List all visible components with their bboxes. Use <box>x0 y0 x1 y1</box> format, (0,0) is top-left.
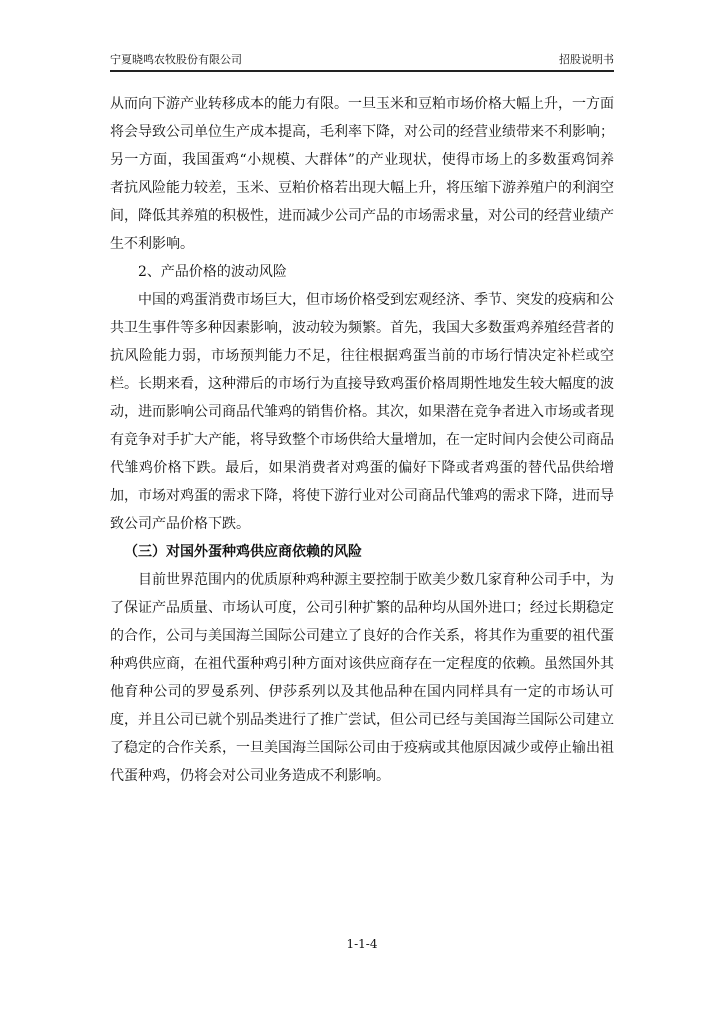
paragraph-supplier-dependency: 目前世界范围内的优质原种鸡种源主要控制于欧美少数几家育种公司手中，为了保证产品质量、市场认可度，公司引种扩繁的品种均从国外进口；经过长期稳定的合作，公司与美国海兰国际公司建立了良好的合作关系，将其作为重要的祖代蛋种鸡供应商，在祖代蛋种鸡引种方面对该供应商存在一定程度的依赖。虽然国外其他育种公司的罗曼系列、伊莎系列以及其他品种在国内同样具有一定的市场认可度，并且公司已就个别品类进行了推广尝试，但公司已经与美国海兰国际公司建立了稳定的合作关系，一旦美国海兰国际公司由于疫病或其他原因减少或停止输出祖代蛋种鸡，仍将会对公司业务造成不利影响。 <box>110 572 614 784</box>
paragraph-cost-risk-continued: 从而向下游产业转移成本的能力有限。一旦玉米和豆粕市场价格大幅上升，一方面将会导致公司单位生产成本提高，毛利率下降，对公司的经营业绩带来不利影响；另一方面，我国蛋鸡“小规模、大群体”的产业现状，使得市场上的多数蛋鸡饲养者抗风险能力较差，玉米、豆粕价格若出现大幅上升，将压缩下游养殖户的利润空间，降低其养殖的积极性，进而减少公司产品的市场需求量，对公司的经营业绩产生不利影响。 <box>110 96 614 252</box>
page-header <box>110 52 614 68</box>
section-heading-price-fluctuation: 2、产品价格的波动风险 <box>138 264 287 280</box>
document-type: 招股说明书 <box>559 53 614 66</box>
section-heading-supplier-dependency: （三）对国外蛋种鸡供应商依赖的风险 <box>124 544 362 560</box>
company-name: 宁夏晓鸣农牧股份有限公司 <box>110 53 242 66</box>
header-divider <box>110 70 614 72</box>
page-body <box>110 90 614 790</box>
paragraph-price-fluctuation: 中国的鸡蛋消费市场巨大，但市场价格受到宏观经济、季节、突发的疫病和公共卫生事件等多种因素影响，波动较为频繁。首先，我国大多数蛋鸡养殖经营者的抗风险能力弱，市场预判能力不足，往往根据鸡蛋当前的市场行情决定补栏或空栏。长期来看，这种滞后的市场行为直接导致鸡蛋价格周期性地发生较大幅度的波动，进而影响公司商品代雏鸡的销售价格。其次，如果潜在竞争者进入市场或者现有竞争对手扩大产能，将导致整个市场供给大量增加，在一定时间内会使公司商品代雏鸡价格下跌。最后，如果消费者对鸡蛋的偏好下降或者鸡蛋的替代品供给增加，市场对鸡蛋的需求下降，将使下游行业对公司商品代雏鸡的需求下降，进而导致公司产品价格下跌。 <box>110 292 614 532</box>
page-number: 1-1-4 <box>346 937 378 951</box>
